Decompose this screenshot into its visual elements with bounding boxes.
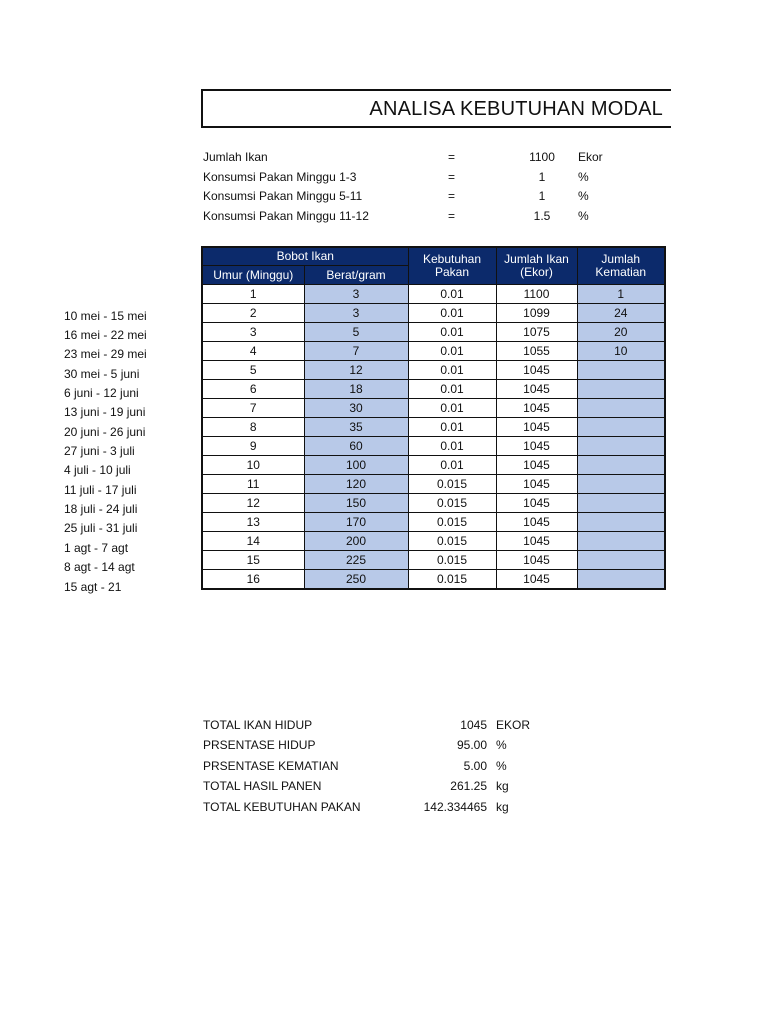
cell-umur[interactable]: 9	[202, 437, 304, 456]
cell-berat[interactable]: 3	[304, 285, 408, 304]
date-range-week-4: 23 mei - 29 mei	[64, 347, 147, 361]
cell-umur[interactable]: 7	[202, 399, 304, 418]
total-value[interactable]: 142.334465	[423, 800, 487, 814]
cell-berat[interactable]: 225	[304, 551, 408, 570]
param-value[interactable]: 1	[538, 189, 546, 203]
cell-kebutuhan[interactable]: 0.01	[408, 304, 496, 323]
total-label: PRSENTASE KEMATIAN	[203, 759, 339, 773]
cell-kebutuhan[interactable]: 0.01	[408, 418, 496, 437]
cell-berat[interactable]: 120	[304, 475, 408, 494]
cell-berat[interactable]: 35	[304, 418, 408, 437]
param-row-jumlah-ikan	[203, 150, 623, 168]
param-label: Konsumsi Pakan Minggu 5-11	[203, 189, 363, 203]
cell-berat[interactable]: 150	[304, 494, 408, 513]
cell-kebutuhan[interactable]: 0.015	[408, 532, 496, 551]
param-unit: %	[578, 209, 589, 223]
total-label: TOTAL HASIL PANEN	[203, 779, 322, 793]
cell-kebutuhan[interactable]: 0.01	[408, 399, 496, 418]
cell-jumlah[interactable]: 1045	[496, 399, 577, 418]
total-unit: kg	[496, 779, 509, 793]
total-value[interactable]: 261.25	[450, 779, 487, 793]
table-row	[202, 285, 665, 304]
header-jumlah-kematian: Jumlah Kematian	[577, 247, 665, 285]
cell-jumlah[interactable]: 1045	[496, 475, 577, 494]
param-label: Konsumsi Pakan Minggu 11-12	[203, 209, 369, 223]
table-row	[202, 551, 665, 570]
total-unit: kg	[496, 800, 509, 814]
cell-umur[interactable]: 4	[202, 342, 304, 361]
prsentase-hidup-row	[203, 738, 543, 758]
param-equals: =	[448, 189, 456, 203]
total-unit: EKOR	[496, 718, 531, 732]
param-value[interactable]: 1	[538, 170, 546, 184]
cell-umur[interactable]: 6	[202, 380, 304, 399]
table-row	[202, 475, 665, 494]
growth-table	[201, 246, 666, 590]
cell-jumlah[interactable]: 1045	[496, 361, 577, 380]
cell-jumlah[interactable]: 1045	[496, 570, 577, 590]
date-range-week-9: 27 juni - 3 juli	[64, 444, 135, 458]
header-jumlah-ikan: Jumlah Ikan (Ekor)	[496, 247, 577, 285]
table-row	[202, 532, 665, 551]
header-umur-minggu: Umur (Minggu)	[202, 266, 304, 285]
title-box	[201, 89, 671, 128]
cell-berat[interactable]: 100	[304, 456, 408, 475]
date-range-week-12: 18 juli - 24 juli	[64, 502, 138, 516]
date-range-week-7: 13 juni - 19 juni	[64, 405, 146, 419]
cell-kebutuhan[interactable]: 0.01	[408, 361, 496, 380]
param-equals: =	[448, 150, 456, 164]
cell-jumlah[interactable]: 1045	[496, 513, 577, 532]
date-range-week-10: 4 juli - 10 juli	[64, 463, 131, 477]
param-unit: %	[578, 189, 589, 203]
cell-berat[interactable]: 170	[304, 513, 408, 532]
cell-umur[interactable]: 2	[202, 304, 304, 323]
date-range-week-2: 10 mei - 15 mei	[64, 309, 147, 323]
header-kebutuhan-pakan: Kebutuhan Pakan	[408, 247, 496, 285]
cell-kebutuhan[interactable]: 0.015	[408, 551, 496, 570]
cell-kematian[interactable]	[577, 380, 665, 399]
cell-kebutuhan[interactable]: 0.01	[408, 342, 496, 361]
header-bobot-ikan: Bobot Ikan	[202, 247, 408, 266]
cell-umur[interactable]: 11	[202, 475, 304, 494]
cell-kematian[interactable]	[577, 361, 665, 380]
table-row	[202, 304, 665, 323]
date-range-week-5: 30 mei - 5 juni	[64, 367, 140, 381]
cell-kematian[interactable]	[577, 513, 665, 532]
cell-kematian[interactable]: 20	[577, 323, 665, 342]
cell-umur[interactable]: 1	[202, 285, 304, 304]
cell-kebutuhan[interactable]: 0.01	[408, 380, 496, 399]
cell-umur[interactable]: 10	[202, 456, 304, 475]
total-label: PRSENTASE HIDUP	[203, 738, 316, 752]
total-label: TOTAL KEBUTUHAN PAKAN	[203, 800, 361, 814]
param-unit: Ekor	[578, 150, 603, 164]
table-row	[202, 361, 665, 380]
table-row	[202, 456, 665, 475]
table-row	[202, 513, 665, 532]
cell-kebutuhan[interactable]: 0.015	[408, 570, 496, 590]
table-row	[202, 380, 665, 399]
cell-kematian[interactable]	[577, 418, 665, 437]
param-row-konsumsi-11-12	[203, 209, 623, 227]
param-value[interactable]: 1100	[529, 150, 555, 164]
table-row	[202, 399, 665, 418]
cell-berat[interactable]: 5	[304, 323, 408, 342]
total-ikan-hidup-row	[203, 718, 543, 738]
cell-kematian[interactable]	[577, 551, 665, 570]
param-row-konsumsi-1-3	[203, 170, 623, 188]
cell-jumlah[interactable]: 1075	[496, 323, 577, 342]
cell-jumlah[interactable]: 1045	[496, 380, 577, 399]
cell-umur[interactable]: 5	[202, 361, 304, 380]
cell-jumlah[interactable]: 1045	[496, 456, 577, 475]
cell-umur[interactable]: 3	[202, 323, 304, 342]
cell-umur[interactable]: 13	[202, 513, 304, 532]
cell-berat[interactable]: 200	[304, 532, 408, 551]
cell-kematian[interactable]: 10	[577, 342, 665, 361]
date-range-week-15: 8 agt - 14 agt	[64, 560, 135, 574]
cell-umur[interactable]: 15	[202, 551, 304, 570]
cell-kebutuhan[interactable]: 0.015	[408, 494, 496, 513]
cell-berat[interactable]: 30	[304, 399, 408, 418]
cell-jumlah[interactable]: 1045	[496, 437, 577, 456]
date-range-week-6: 6 juni - 12 juni	[64, 386, 139, 400]
cell-kematian[interactable]	[577, 437, 665, 456]
param-label: Jumlah Ikan	[203, 150, 268, 164]
table-row	[202, 342, 665, 361]
cell-umur[interactable]: 8	[202, 418, 304, 437]
cell-kematian[interactable]	[577, 456, 665, 475]
param-equals: =	[448, 209, 456, 223]
cell-kematian[interactable]	[577, 570, 665, 590]
total-kebutuhan-pakan-row	[203, 800, 543, 820]
date-range-week-13: 25 juli - 31 juli	[64, 521, 138, 535]
cell-kematian[interactable]	[577, 494, 665, 513]
total-value[interactable]: 1045	[460, 718, 487, 732]
cell-jumlah[interactable]: 1045	[496, 532, 577, 551]
total-value[interactable]: 95.00	[456, 738, 487, 752]
table-row	[202, 437, 665, 456]
cell-berat[interactable]: 250	[304, 570, 408, 590]
cell-kebutuhan[interactable]: 0.01	[408, 456, 496, 475]
header-berat-gram: Berat/gram	[304, 266, 408, 285]
cell-kematian[interactable]	[577, 532, 665, 551]
date-range-week-11: 11 juli - 17 juli	[64, 483, 137, 497]
total-unit: %	[496, 738, 507, 752]
total-hasil-panen-row	[203, 779, 543, 799]
cell-kematian[interactable]	[577, 399, 665, 418]
cell-jumlah[interactable]: 1099	[496, 304, 577, 323]
cell-berat[interactable]: 18	[304, 380, 408, 399]
cell-kebutuhan[interactable]: 0.01	[408, 437, 496, 456]
param-unit: %	[578, 170, 589, 184]
date-range-week-16: 15 agt - 21	[64, 580, 122, 594]
cell-jumlah[interactable]: 1045	[496, 418, 577, 437]
cell-kebutuhan[interactable]: 0.015	[408, 513, 496, 532]
date-range-week-3: 16 mei - 22 mei	[64, 328, 147, 342]
param-row-konsumsi-5-11	[203, 189, 623, 207]
total-label: TOTAL IKAN HIDUP	[203, 718, 313, 732]
date-range-week-14: 1 agt - 7 agt	[64, 541, 129, 555]
total-value[interactable]: 5.00	[463, 759, 487, 773]
cell-umur[interactable]: 16	[202, 570, 304, 590]
cell-jumlah[interactable]: 1055	[496, 342, 577, 361]
cell-berat[interactable]: 7	[304, 342, 408, 361]
table-row	[202, 418, 665, 437]
cell-kebutuhan[interactable]: 0.015	[408, 475, 496, 494]
cell-kebutuhan[interactable]: 0.01	[408, 323, 496, 342]
cell-kebutuhan[interactable]: 0.01	[408, 285, 496, 304]
cell-jumlah[interactable]: 1045	[496, 494, 577, 513]
cell-jumlah[interactable]: 1045	[496, 551, 577, 570]
cell-umur[interactable]: 14	[202, 532, 304, 551]
cell-berat[interactable]: 12	[304, 361, 408, 380]
cell-berat[interactable]: 60	[304, 437, 408, 456]
cell-berat[interactable]: 3	[304, 304, 408, 323]
table-row	[202, 494, 665, 513]
cell-kematian[interactable]: 24	[577, 304, 665, 323]
param-equals: =	[448, 170, 456, 184]
page-title: ANALISA KEBUTUHAN MODAL	[369, 98, 663, 120]
date-range-week-8: 20 juni - 26 juni	[64, 425, 146, 439]
param-label: Konsumsi Pakan Minggu 1-3	[203, 170, 357, 184]
prsentase-kematian-row	[203, 759, 543, 779]
cell-umur[interactable]: 12	[202, 494, 304, 513]
table-row	[202, 570, 665, 590]
cell-kematian[interactable]: 1	[577, 285, 665, 304]
total-unit: %	[496, 759, 507, 773]
cell-kematian[interactable]	[577, 475, 665, 494]
table-row	[202, 323, 665, 342]
param-value[interactable]: 1.5	[533, 209, 551, 223]
cell-jumlah[interactable]: 1100	[496, 285, 577, 304]
